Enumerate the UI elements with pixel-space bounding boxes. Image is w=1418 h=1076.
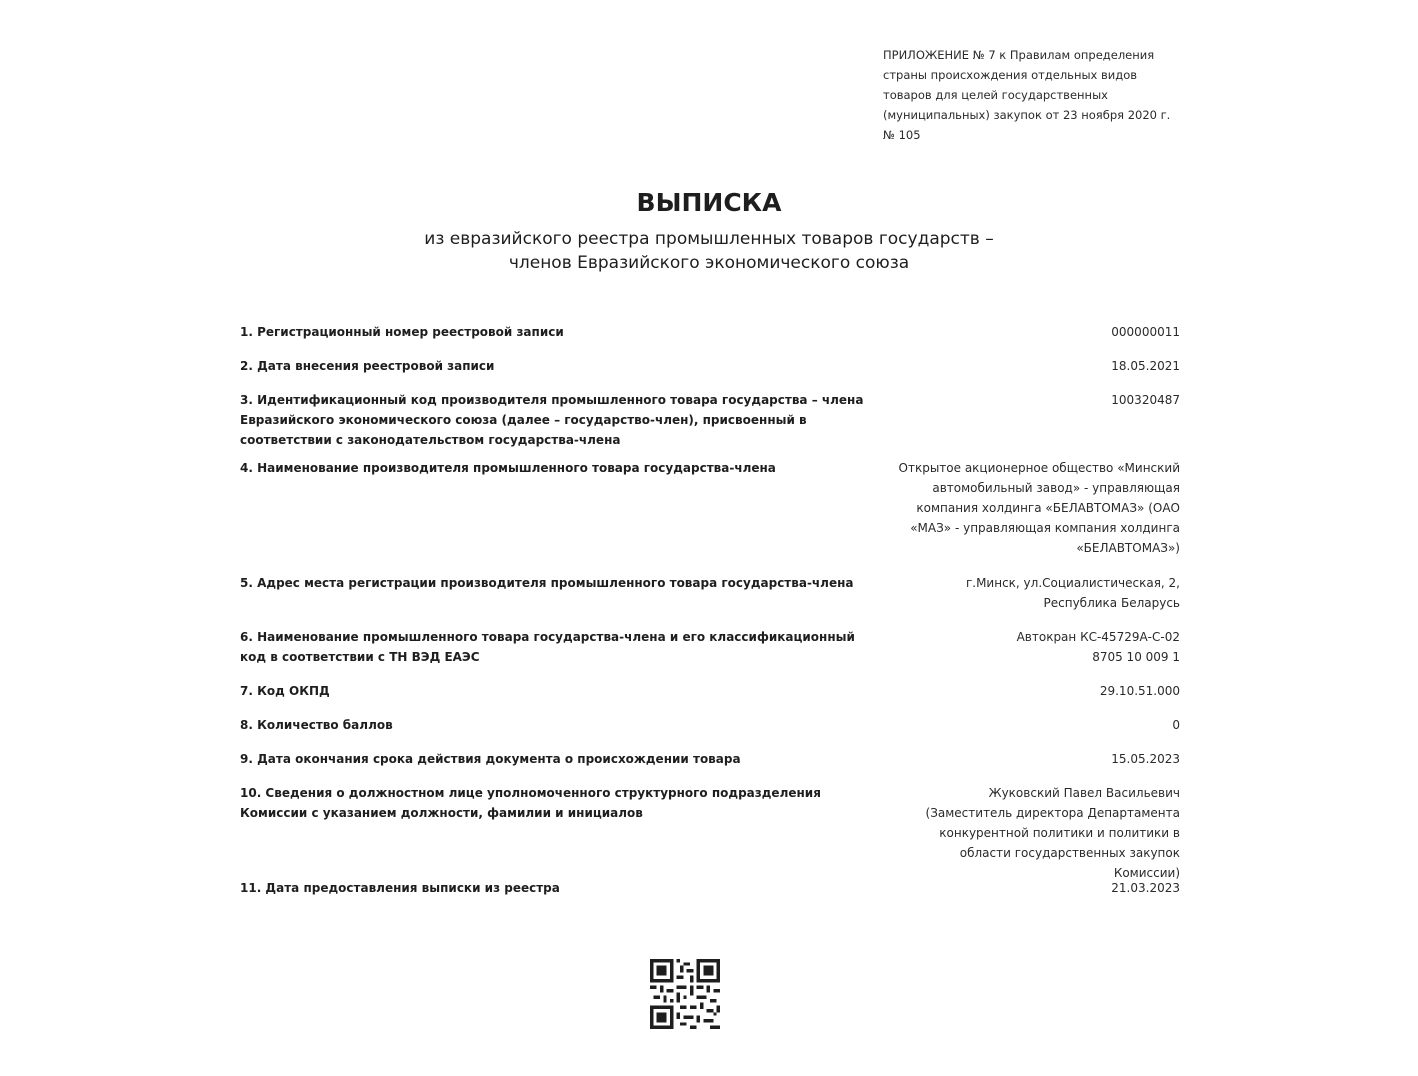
field-value: 29.10.51.000 (1099, 684, 1180, 698)
field-label: 7. Код ОКПД (240, 684, 330, 698)
document-subtitle (0, 227, 1418, 275)
field-label: 10. Сведения о должностном лице уполномоченного структурного подразделения Комиссии с указанием должности, фамилии и инициалов (240, 786, 821, 820)
field-row-manufacturer-name (240, 458, 1180, 573)
field-row-registration-number (240, 322, 1180, 356)
field-value: 21.03.2023 (1111, 881, 1180, 895)
field-value: г.Минск, ул.Социалистическая, 2, Республика Беларусь (965, 576, 1180, 610)
appendix-note: ПРИЛОЖЕНИЕ № 7 к Правилам определения страны происхождения отдельных видов товаров для целей государственных (муниципальных) закупок от 23 ноября 2020 г. № 105 (883, 48, 1171, 142)
field-row-entry-date (240, 356, 1180, 390)
field-row-extract-date (240, 878, 1180, 912)
subtitle-line-1: из евразийского реестра промышленных товаров государств – (424, 229, 994, 249)
field-row-manufacturer-id (240, 390, 1180, 458)
subtitle-line-2: членов Евразийского экономического союза (508, 253, 910, 273)
field-label: 11. Дата предоставления выписки из реестра (240, 881, 560, 895)
field-value: Жуковский Павел Васильевич (Заместитель директора Департамента конкурентной политики и политики в области государственных закупок Комиссии) (925, 786, 1180, 880)
field-label: 2. Дата внесения реестровой записи (240, 359, 495, 373)
field-value: Открытое акционерное общество «Минский автомобильный завод» - управляющая компания холдинга «БЕЛАВТОМАЗ» (ОАО «МАЗ» - управляющая компания холдинга «БЕЛАВТОМАЗ») (898, 461, 1180, 555)
field-label: 4. Наименование производителя промышленного товара государства-члена (240, 461, 776, 475)
field-row-product-name (240, 627, 1180, 681)
field-row-score (240, 715, 1180, 749)
product-code-value: 8705 10 009 1 (1092, 650, 1180, 664)
field-value: 000000011 (1111, 325, 1180, 339)
field-value: 0 (1172, 718, 1180, 732)
field-label: 3. Идентификационный код производителя промышленного товара государства – члена Евразийского экономического союза (далее – государство-член), присвоенный в соответствии с законодательством государства-члена (240, 393, 864, 447)
field-label: 9. Дата окончания срока действия документа о происхождении товара (240, 752, 741, 766)
qr-code-icon (650, 959, 720, 1029)
field-label: 5. Адрес места регистрации производителя промышленного товара государства-члена (240, 576, 854, 590)
field-label: 6. Наименование промышленного товара государства-члена и его классификационный код в соответствии с ТН ВЭД ЕАЭС (240, 630, 855, 664)
document-title: ВЫПИСКА (636, 188, 782, 217)
registry-fields (240, 322, 1180, 912)
field-row-manufacturer-address (240, 573, 1180, 627)
field-value: 18.05.2021 (1111, 359, 1180, 373)
field-label: 1. Регистрационный номер реестровой записи (240, 325, 564, 339)
field-row-expiry-date (240, 749, 1180, 783)
field-row-okpd-code (240, 681, 1180, 715)
field-row-official (240, 783, 1180, 878)
field-label: 8. Количество баллов (240, 718, 393, 732)
field-value (890, 627, 1180, 667)
product-name-value: Автокран КС-45729А-С-02 (1016, 630, 1180, 644)
field-value: 15.05.2023 (1111, 752, 1180, 766)
field-value: 100320487 (1111, 393, 1180, 407)
